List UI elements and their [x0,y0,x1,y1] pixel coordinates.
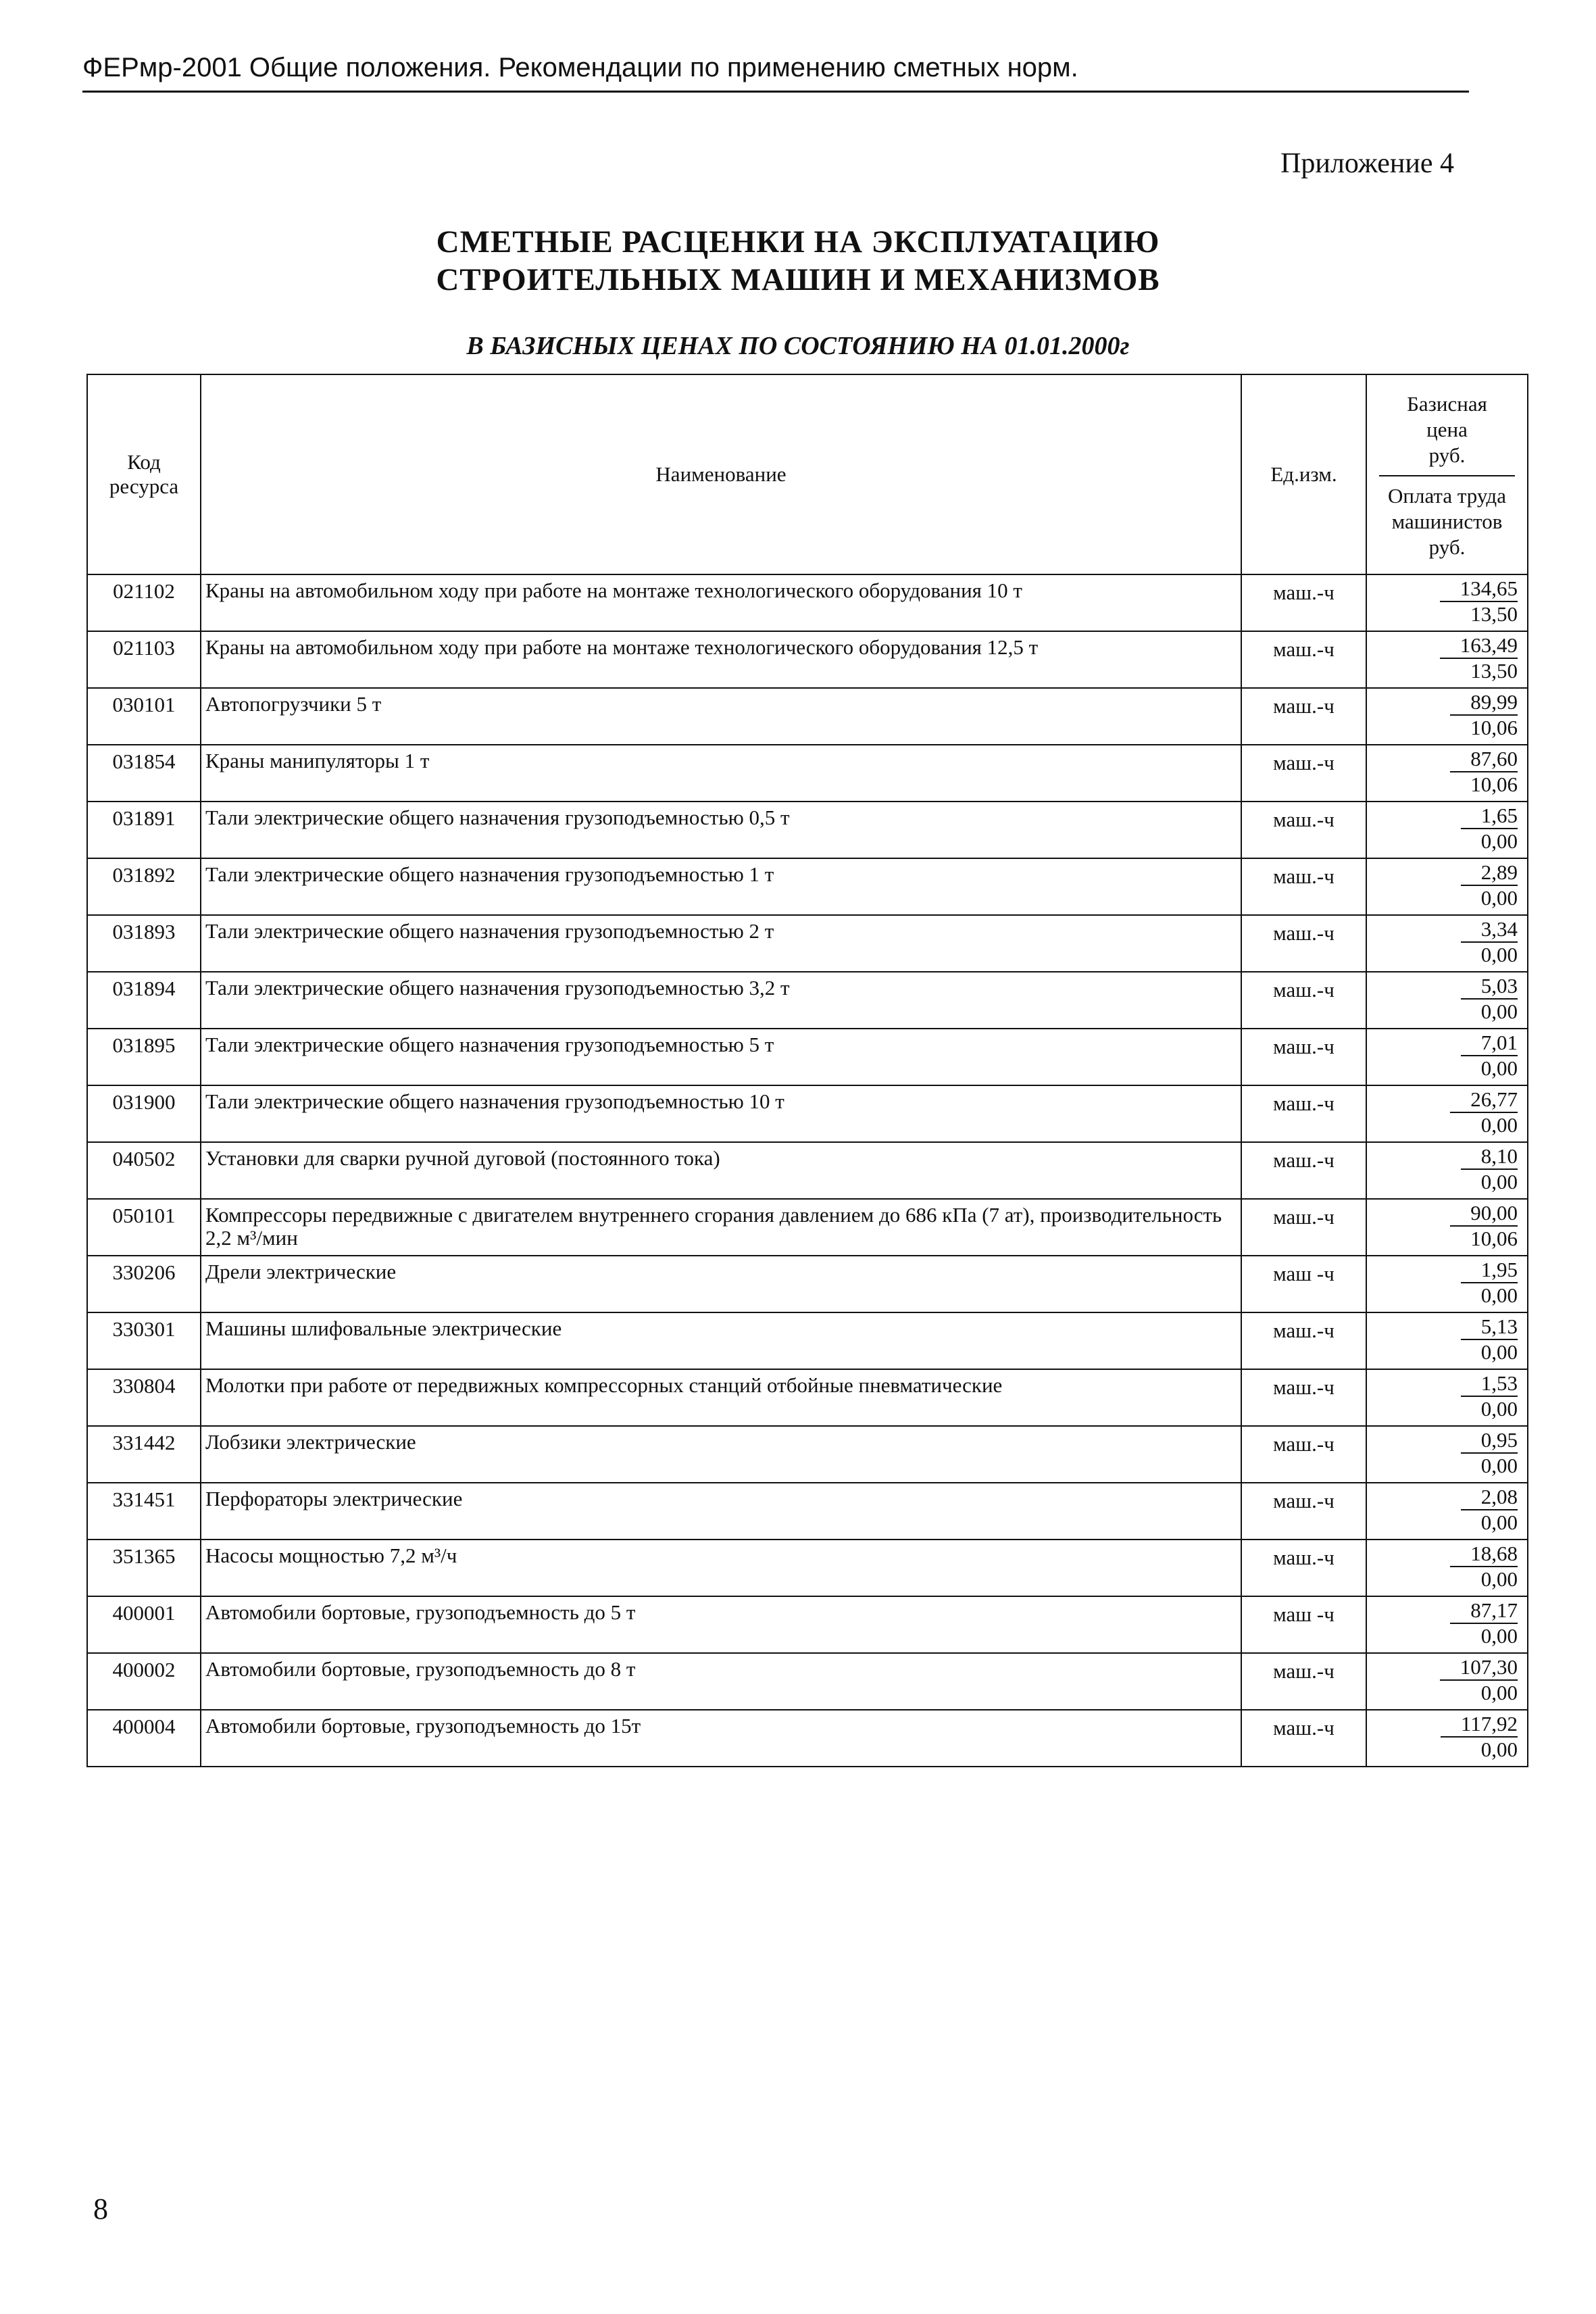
resource-name: Тали электрические общего назначения грузоподъемностью 10 т [201,1085,1241,1142]
col-header-price [1366,374,1528,574]
price-cell [1366,1483,1528,1540]
labor-header-line1: Оплата труда [1388,484,1506,508]
operator-labor-cost: 0,00 [1480,1624,1518,1648]
resource-code: 050101 [87,1199,201,1256]
unit-of-measure: маш.-ч [1241,972,1366,1029]
base-price: 87,17 [1450,1598,1518,1624]
resource-name: Тали электрические общего назначения грузоподъемностью 1 т [201,858,1241,915]
price-cell [1366,1596,1528,1653]
operator-labor-cost: 0,00 [1480,1000,1518,1023]
table-row [87,1653,1528,1710]
table-row [87,972,1528,1029]
base-price: 3,34 [1461,917,1518,943]
labor-header-line3: руб. [1428,535,1466,559]
resource-code: 330301 [87,1312,201,1369]
resource-name: Машины шлифовальные электрические [201,1312,1241,1369]
base-price: 5,03 [1461,974,1518,1000]
unit-of-measure: маш.-ч [1241,858,1366,915]
resource-name: Компрессоры передвижные с двигателем внутреннего сгорания давлением до 686 кПа (7 ат), производительность 2,2 м³/мин [201,1199,1241,1256]
operator-labor-cost: 0,00 [1480,1170,1518,1193]
resource-code: 031854 [87,745,201,802]
price-cell [1366,1312,1528,1369]
operator-labor-cost: 0,00 [1480,829,1518,853]
price-cell [1366,972,1528,1029]
base-price: 90,00 [1450,1201,1518,1227]
document-title [0,223,1596,299]
table-row [87,574,1528,631]
unit-of-measure: маш -ч [1241,1256,1366,1312]
running-title: ФЕРмр-2001 Общие положения. Рекомендации по применению сметных норм. [82,53,1078,82]
unit-of-measure: маш.-ч [1241,1483,1366,1540]
resource-name: Молотки при работе от передвижных компрессорных станций отбойные пневматические [201,1369,1241,1426]
unit-of-measure: маш.-ч [1241,1199,1366,1256]
resource-name: Автопогрузчики 5 т [201,688,1241,745]
header-rule [82,91,1469,93]
unit-of-measure: маш.-ч [1241,631,1366,688]
price-cell [1366,1369,1528,1426]
unit-of-measure: маш.-ч [1241,1312,1366,1369]
resource-name: Автомобили бортовые, грузоподъемность до 5 т [201,1596,1241,1653]
resource-code: 400002 [87,1653,201,1710]
resource-code: 031894 [87,972,201,1029]
resource-name: Установки для сварки ручной дуговой (постоянного тока) [201,1142,1241,1199]
table-row [87,745,1528,802]
table-row [87,1483,1528,1540]
table-row [87,631,1528,688]
operator-labor-cost: 10,06 [1470,772,1518,796]
col-header-name: Наименование [201,374,1241,574]
base-price: 117,92 [1441,1712,1518,1738]
operator-labor-cost: 0,00 [1480,1567,1518,1591]
resource-code: 331451 [87,1483,201,1540]
table-row [87,1369,1528,1426]
resource-code: 330206 [87,1256,201,1312]
price-cell [1366,1426,1528,1483]
resource-name: Тали электрические общего назначения грузоподъемностью 3,2 т [201,972,1241,1029]
base-price: 1,53 [1461,1371,1518,1397]
table-row [87,1029,1528,1085]
operator-labor-cost: 0,00 [1480,1397,1518,1421]
base-price: 2,08 [1461,1485,1518,1510]
base-price: 26,77 [1450,1087,1518,1113]
table-row [87,1596,1528,1653]
resource-name: Тали электрические общего назначения грузоподъемностью 5 т [201,1029,1241,1085]
resource-code: 040502 [87,1142,201,1199]
resource-name: Тали электрические общего назначения грузоподъемностью 2 т [201,915,1241,972]
unit-of-measure: маш.-ч [1241,745,1366,802]
resource-code: 031892 [87,858,201,915]
resource-name: Краны на автомобильном ходу при работе на монтаже технологического оборудования 12,5 т [201,631,1241,688]
col-header-code-line1: Код [127,450,161,474]
operator-labor-cost: 0,00 [1480,1283,1518,1307]
resource-name: Тали электрические общего назначения грузоподъемностью 0,5 т [201,802,1241,858]
resource-code: 030101 [87,688,201,745]
operator-labor-cost: 0,00 [1480,1056,1518,1080]
resource-code: 400004 [87,1710,201,1767]
price-cell [1366,574,1528,631]
price-cell [1366,858,1528,915]
unit-of-measure: маш.-ч [1241,1085,1366,1142]
price-cell [1366,1199,1528,1256]
table-header-row [87,374,1528,574]
base-price: 89,99 [1450,690,1518,716]
operator-labor-cost: 10,06 [1470,716,1518,739]
table-row [87,858,1528,915]
operator-labor-cost: 0,00 [1480,943,1518,966]
price-header-line3: руб. [1428,443,1466,467]
price-header-line1: Базисная [1407,392,1487,416]
base-price: 8,10 [1461,1144,1518,1170]
table-row [87,1710,1528,1767]
base-price: 107,30 [1440,1655,1518,1681]
resource-name: Перфораторы электрические [201,1483,1241,1540]
operator-labor-cost: 0,00 [1480,1113,1518,1137]
operator-labor-cost: 0,00 [1480,1681,1518,1704]
resource-name: Краны манипуляторы 1 т [201,745,1241,802]
price-cell [1366,1085,1528,1142]
price-cell [1366,1710,1528,1767]
resource-code: 330804 [87,1369,201,1426]
resource-code: 400001 [87,1596,201,1653]
col-header-code [87,374,201,574]
base-price: 134,65 [1440,576,1518,602]
unit-of-measure: маш.-ч [1241,1653,1366,1710]
table-row [87,1256,1528,1312]
price-cell [1366,688,1528,745]
page-number: 8 [93,2192,108,2225]
labor-header-line2: машинистов [1391,510,1503,533]
price-header-bottom [1367,476,1527,566]
resource-name: Лобзики электрические [201,1426,1241,1483]
col-header-unit: Ед.изм. [1241,374,1366,574]
resource-name: Насосы мощностью 7,2 м³/ч [201,1540,1241,1596]
resource-name: Автомобили бортовые, грузоподъемность до 15т [201,1710,1241,1767]
resource-code: 031895 [87,1029,201,1085]
unit-of-measure: маш.-ч [1241,1369,1366,1426]
price-cell [1366,1540,1528,1596]
resource-code: 351365 [87,1540,201,1596]
price-cell [1366,1029,1528,1085]
title-line-1: СМЕТНЫЕ РАСЦЕНКИ НА ЭКСПЛУАТАЦИЮ [436,224,1160,260]
operator-labor-cost: 13,50 [1470,602,1518,626]
price-cell [1366,915,1528,972]
operator-labor-cost: 0,00 [1480,886,1518,910]
unit-of-measure: маш.-ч [1241,1029,1366,1085]
operator-labor-cost: 0,00 [1480,1454,1518,1477]
resource-name: Дрели электрические [201,1256,1241,1312]
unit-of-measure: маш.-ч [1241,688,1366,745]
resource-code: 031893 [87,915,201,972]
operator-labor-cost: 10,06 [1470,1227,1518,1250]
table-row [87,1312,1528,1369]
table-row [87,1085,1528,1142]
resource-name: Автомобили бортовые, грузоподъемность до 8 т [201,1653,1241,1710]
title-line-2: СТРОИТЕЛЬНЫХ МАШИН И МЕХАНИЗМОВ [436,262,1160,297]
base-price: 1,95 [1461,1258,1518,1283]
base-price: 2,89 [1461,860,1518,886]
base-price: 7,01 [1461,1031,1518,1056]
base-price: 87,60 [1450,747,1518,772]
base-price: 1,65 [1461,804,1518,829]
table-row [87,688,1528,745]
base-price: 18,68 [1450,1542,1518,1567]
unit-of-measure: маш.-ч [1241,1710,1366,1767]
operator-labor-cost: 13,50 [1470,659,1518,683]
table-row [87,1540,1528,1596]
price-cell [1366,1653,1528,1710]
operator-labor-cost: 0,00 [1480,1510,1518,1534]
price-header-line2: цена [1426,418,1468,441]
table-row [87,1142,1528,1199]
unit-of-measure: маш.-ч [1241,802,1366,858]
price-cell [1366,802,1528,858]
document-subtitle: В БАЗИСНЫХ ЦЕНАХ ПО СОСТОЯНИЮ НА 01.01.2000г [466,332,1130,360]
price-header-top [1367,383,1527,475]
operator-labor-cost: 0,00 [1480,1340,1518,1364]
base-price: 163,49 [1440,633,1518,659]
price-cell [1366,631,1528,688]
price-cell [1366,1256,1528,1312]
unit-of-measure: маш.-ч [1241,915,1366,972]
unit-of-measure: маш -ч [1241,1596,1366,1653]
table-row [87,1199,1528,1256]
resource-code: 031900 [87,1085,201,1142]
rates-table [86,374,1528,1767]
price-cell [1366,1142,1528,1199]
unit-of-measure: маш.-ч [1241,1540,1366,1596]
resource-name: Краны на автомобильном ходу при работе на монтаже технологического оборудования 10 т [201,574,1241,631]
unit-of-measure: маш.-ч [1241,1426,1366,1483]
resource-code: 031891 [87,802,201,858]
table-row [87,802,1528,858]
table-row [87,915,1528,972]
unit-of-measure: маш.-ч [1241,574,1366,631]
base-price: 0,95 [1461,1428,1518,1454]
resource-code: 331442 [87,1426,201,1483]
operator-labor-cost: 0,00 [1480,1738,1518,1761]
resource-code: 021102 [87,574,201,631]
table-row [87,1426,1528,1483]
appendix-label: Приложение 4 [1280,148,1454,179]
col-header-code-line2: ресурса [109,474,179,498]
unit-of-measure: маш.-ч [1241,1142,1366,1199]
price-cell [1366,745,1528,802]
resource-code: 021103 [87,631,201,688]
base-price: 5,13 [1461,1314,1518,1340]
